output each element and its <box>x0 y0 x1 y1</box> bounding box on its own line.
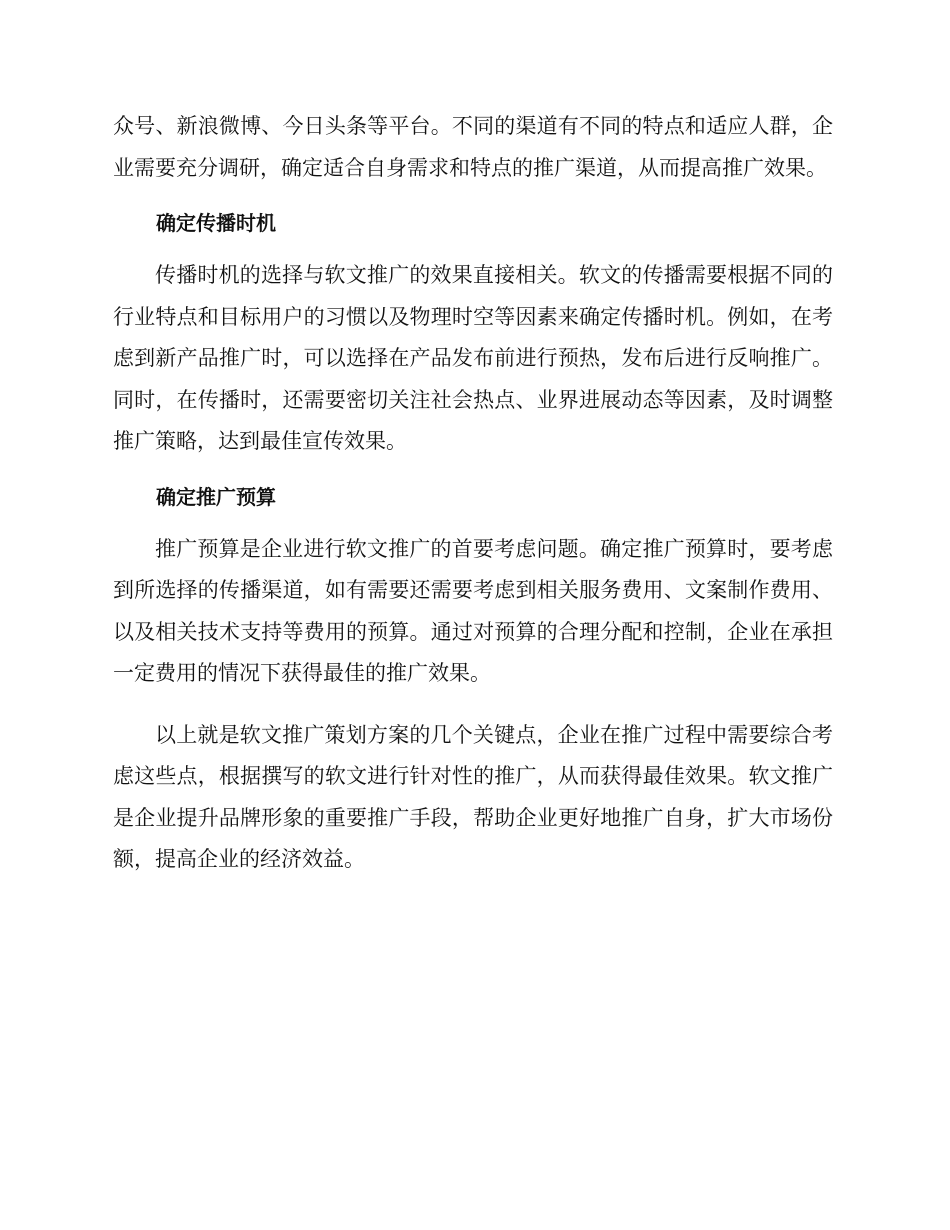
section-body-timing: 传播时机的选择与软文推广的效果直接相关。软文的传播需要根据不同的行业特点和目标用户的习惯以及物理时空等因素来确定传播时机。例如，在考虑到新产品推广时，可以选择在产品发布前进行预热，发布后进行反响推广。同时，在传播时，还需要密切关注社会热点、业界进展动态等因素，及时调整推广策略，达到最佳宣传效果。 <box>113 263 833 453</box>
spacer <box>113 695 833 715</box>
spacer <box>113 512 833 529</box>
spacer <box>113 238 833 255</box>
section-body-budget: 推广预算是企业进行软文推广的首要考虑问题。确定推广预算时，要考虑到所选择的传播渠道，如有需要还需要考虑到相关服务费用、文案制作费用、以及相关技术支持等费用的预算。通过对预算的合理分配和控制，企业在承担一定费用的情况下获得最佳的推广效果。 <box>113 536 833 685</box>
spacer <box>113 463 833 482</box>
section-heading-timing: 确定传播时机 <box>156 211 276 235</box>
spacer <box>113 189 833 208</box>
document-body <box>113 106 833 881</box>
section-heading-budget: 确定推广预算 <box>156 484 276 509</box>
intro-continuation-paragraph: 众号、新浪微博、今日头条等平台。不同的渠道有不同的特点和适应人群，企业需要充分调研，确定适合自身需求和特点的推广渠道，从而提高推广效果。 <box>113 114 833 180</box>
conclusion-paragraph: 以上就是软文推广策划方案的几个关键点，企业在推广过程中需要综合考虑这些点，根据撰写的软文进行针对性的推广，从而获得最佳效果。软文推广是企业提升品牌形象的重要推广手段，帮助企业更好地推广自身，扩大市场份额，提高企业的经济效益。 <box>113 722 833 871</box>
